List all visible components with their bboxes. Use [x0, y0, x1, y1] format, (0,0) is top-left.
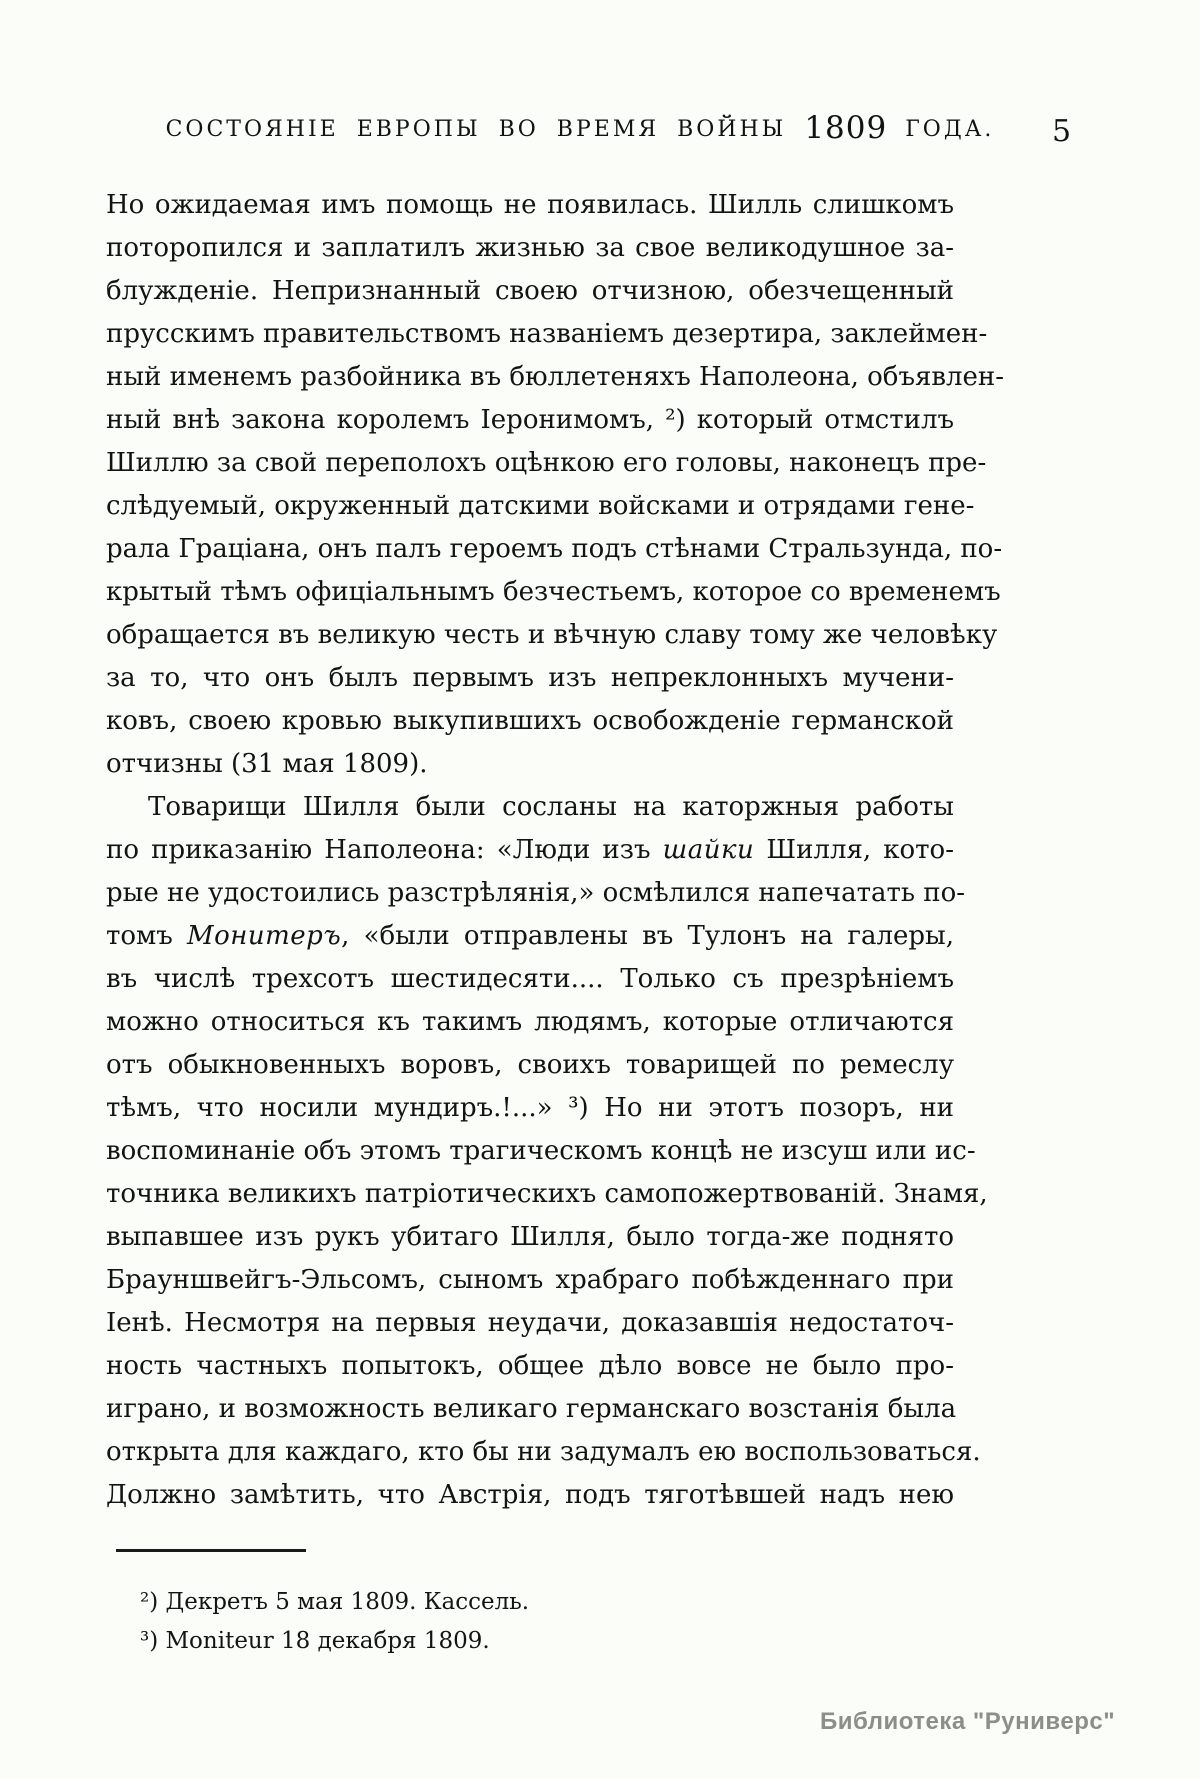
- library-watermark: Библиотека "Руниверс": [820, 1708, 1116, 1735]
- text-line: [106, 399, 954, 442]
- text-segment: ковъ, своею кровью выкупившихъ освобожденіе германской: [106, 706, 954, 736]
- page-body: [106, 184, 1005, 1517]
- text-line: [106, 1001, 954, 1044]
- text-segment: можно относиться къ такимъ людямъ, которые отличаются: [106, 1007, 954, 1037]
- text-segment: Шилля, кото-: [754, 835, 954, 865]
- text-segment: Но ожидаемая имъ помощь не появилась. Шилль слишкомъ: [106, 190, 954, 220]
- text-line: [106, 1130, 976, 1173]
- text-line: [106, 528, 1003, 571]
- text-line: [106, 1302, 954, 1345]
- footnote: ³) Moniteur 18 декабря 1809.: [140, 1628, 490, 1654]
- text-line: [106, 786, 954, 829]
- text-segment: поторопился и заплатилъ жизнью за свое великодушное за-: [106, 233, 954, 263]
- text-line: [106, 1474, 954, 1517]
- text-segment: открыта для каждаго, кто бы ни задумалъ ею воспользоваться.: [106, 1437, 981, 1467]
- text-segment: Шиллю за свой переполохъ оцѣнкою его головы, наконецъ пре-: [106, 448, 987, 478]
- running-title-year: 1809: [804, 110, 888, 146]
- text-segment: , «были отправлены въ Тулонъ на галеры,: [341, 921, 954, 951]
- text-line: [106, 1173, 988, 1216]
- text-line: [106, 1345, 954, 1388]
- text-line: [106, 1087, 954, 1130]
- running-title: [150, 110, 1010, 146]
- text-segment: Іенѣ. Несмотря на первыя неудачи, доказавшія недостаточ-: [106, 1308, 954, 1338]
- text-segment: играно, и возможность великаго германскаго возстанія была: [106, 1394, 957, 1424]
- text-line: [106, 1431, 981, 1474]
- text-segment: выпавшее изъ рукъ убитаго Шилля, было тогда-же поднято: [106, 1222, 954, 1252]
- text-segment: отчизны (31 мая 1809).: [106, 749, 428, 779]
- text-line: [106, 614, 998, 657]
- text-segment: блужденіе. Непризнанный своею отчизною, обезчещенный: [106, 276, 954, 306]
- text-segment: ность частныхъ попытокъ, общее дѣло вовсе не было про-: [106, 1351, 954, 1381]
- text-line: [106, 657, 954, 700]
- text-line: [106, 227, 954, 270]
- text-line: [106, 743, 954, 786]
- footnote: ²) Декретъ 5 мая 1809. Кассель.: [140, 1589, 530, 1615]
- footnotes-block: [140, 1583, 880, 1661]
- text-line: [106, 356, 1005, 399]
- text-line: [106, 958, 954, 1001]
- text-line: [106, 915, 954, 958]
- text-segment: въ числѣ трехсотъ шестидесяти.... Только съ презрѣніемъ: [106, 964, 954, 994]
- text-segment: отъ обыкновенныхъ воровъ, своихъ товарищей по ремеслу: [106, 1050, 954, 1080]
- text-line: [106, 485, 975, 528]
- text-segment: обращается въ великую честь и вѣчную славу тому же человѣку: [106, 620, 998, 650]
- text-line: [106, 1259, 954, 1302]
- text-line: [106, 313, 988, 356]
- text-line: [106, 571, 1001, 614]
- text-segment: Брауншвейгъ-Эльсомъ, сыномъ храбраго побѣжденнаго при: [106, 1265, 954, 1295]
- running-title-text: СОСТОЯНІЕ ЕВРОПЫ ВО ВРЕМЯ ВОЙНЫ: [165, 117, 787, 142]
- running-title-suffix: ГОДА.: [905, 117, 995, 142]
- text-segment: слѣдуемый, окруженный датскими войсками и отрядами гене-: [106, 491, 975, 521]
- page-number: 5: [1052, 114, 1072, 149]
- italic-text: шайки: [662, 835, 755, 865]
- text-line: [106, 1216, 954, 1259]
- text-line: [106, 700, 954, 743]
- text-segment: Товарищи Шилля были сосланы на каторжныя работы: [148, 792, 954, 822]
- text-line: [106, 442, 987, 485]
- text-line: [106, 184, 954, 227]
- text-segment: по приказанію Наполеона: «Люди изъ: [106, 835, 663, 865]
- text-line: [106, 270, 954, 313]
- text-segment: томъ: [106, 921, 187, 951]
- text-segment: прусскимъ правительствомъ названіемъ дезертира, заклеймен-: [106, 319, 988, 349]
- text-segment: Должно замѣтить, что Австрія, подъ тяготѣвшей надъ нею: [106, 1480, 954, 1510]
- italic-text: Монитеръ: [186, 921, 342, 951]
- text-segment: рала Граціана, онъ палъ героемъ подъ стѣнами Стральзунда, по-: [106, 534, 1003, 564]
- text-segment: воспоминаніе объ этомъ трагическомъ концѣ не изсуш или ис-: [106, 1136, 976, 1166]
- text-line: [106, 1044, 954, 1087]
- text-line: [106, 872, 966, 915]
- text-segment: крытый тѣмъ офиціальнымъ безчестьемъ, которое со временемъ: [106, 577, 1001, 607]
- text-segment: тѣмъ, что носили мундиръ.!...» ³) Но ни этотъ позоръ, ни: [106, 1093, 954, 1123]
- text-segment: ный внѣ закона королемъ Іеронимомъ, ²) который отмстилъ: [106, 405, 954, 435]
- text-line: [106, 829, 954, 872]
- text-segment: точника великихъ патріотическихъ самопожертвованій. Знамя,: [106, 1179, 988, 1209]
- text-segment: рые не удостоились разстрѣлянія,» осмѣлился напечатать по-: [106, 878, 966, 908]
- text-segment: ный именемъ разбойника въ бюллетеняхъ Наполеона, объявлен-: [106, 362, 1005, 392]
- footnote-separator: [116, 1549, 306, 1552]
- text-segment: за то, что онъ былъ первымъ изъ непреклонныхъ мучени-: [106, 663, 954, 693]
- text-line: [106, 1388, 957, 1431]
